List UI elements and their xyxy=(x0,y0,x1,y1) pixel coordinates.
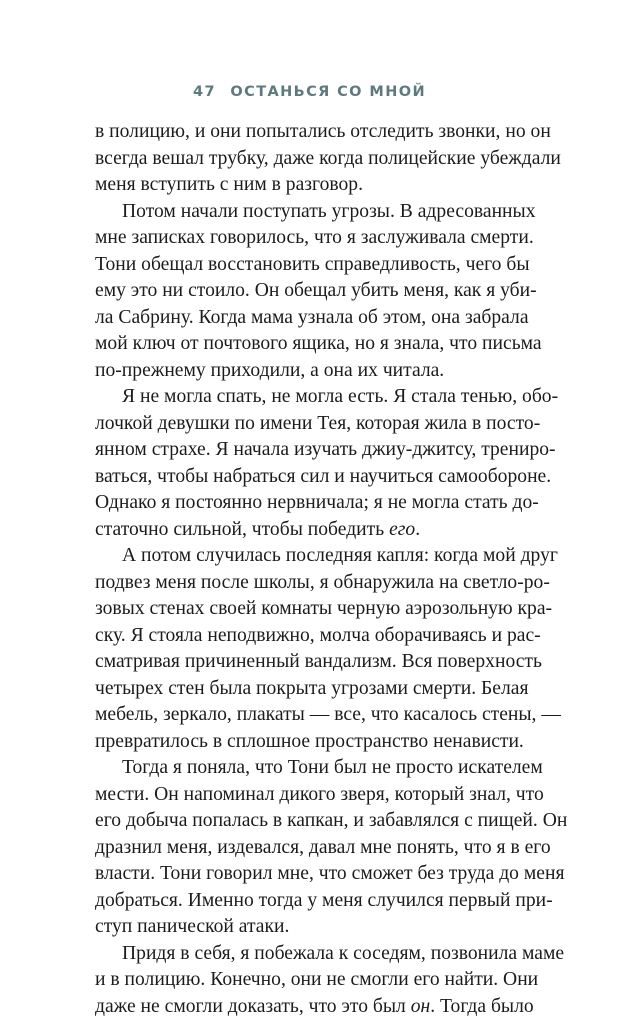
text-line: мне записках говорилось, что я заслуживала смерти. xyxy=(95,225,525,252)
text-line: и в полицию. Конечно, они не смогли его найти. Они xyxy=(95,967,525,994)
text-line: Тогда я поняла, что Тони был не просто искателем xyxy=(95,755,525,782)
paragraph xyxy=(95,199,525,385)
text-line: лочкой девушки по имени Тея, которая жила в посто- xyxy=(95,411,525,438)
paragraph xyxy=(95,119,525,199)
paragraph xyxy=(95,384,525,543)
text-line: его добыча попалась в капкан, и забавлялся с пищей. Он xyxy=(95,808,525,835)
text-line: ла Сабрину. Когда мама узнала об этом, она забрала xyxy=(95,305,525,332)
text-line: превратилось в сплошное пространство ненависти. xyxy=(95,729,525,756)
text-line: А потом случилась последняя капля: когда мой друг xyxy=(95,543,525,570)
text-line: Однако я постоянно нервничала; я не могла стать до- xyxy=(95,490,525,517)
text-line: мести. Он напоминал дикого зверя, который знал, что xyxy=(95,782,525,809)
text-line: власти. Тони говорил мне, что сможет без труда до меня xyxy=(95,861,525,888)
text-line: ваться, чтобы набраться сил и научиться самообороне. xyxy=(95,464,525,491)
emphasized-word: он xyxy=(411,996,431,1017)
text-line: Я не могла спать, не могла есть. Я стала тенью, обо- xyxy=(95,384,525,411)
text-line xyxy=(95,517,525,544)
running-head xyxy=(0,84,619,100)
text-line: ску. Я стояла неподвижно, молча оборачиваясь и рас- xyxy=(95,623,525,650)
text-segment: . xyxy=(415,519,420,540)
text-line: сматривая причиненный вандализм. Вся поверхность xyxy=(95,649,525,676)
text-line: меня вступить с ним в разговор. xyxy=(95,172,525,199)
text-line: Придя в себя, я побежала к соседям, позвонила маме xyxy=(95,941,525,968)
text-line: добраться. Именно тогда у меня случился первый при- xyxy=(95,888,525,915)
text-line: в полицию, и они попытались отследить звонки, но он xyxy=(95,119,525,146)
body-text xyxy=(95,119,525,1020)
text-line: янном страхе. Я начала изучать джиу-джитсу, трениро- xyxy=(95,437,525,464)
book-title: ОСТАНЬСЯ СО МНОЙ xyxy=(230,84,426,100)
text-segment: статочно сильной, чтобы победить xyxy=(95,519,384,540)
text-segment: даже не смогли доказать, что это был xyxy=(95,996,406,1017)
paragraph xyxy=(95,543,525,755)
paragraph xyxy=(95,941,525,1020)
text-line: всегда вешал трубку, даже когда полицейские убеждали xyxy=(95,146,525,173)
text-line: зовых стенах своей комнаты черную аэрозольную кра- xyxy=(95,596,525,623)
text-line: подвез меня после школы, я обнаружила на светло-ро- xyxy=(95,570,525,597)
text-line: Тони обещал восстановить справедливость, чего бы xyxy=(95,252,525,279)
text-line: мой ключ от почтового ящика, но я знала, что письма xyxy=(95,331,525,358)
text-line: мебель, зеркало, плакаты — все, что касалось стены, — xyxy=(95,702,525,729)
text-line: по-прежнему приходили, а она их читала. xyxy=(95,358,525,385)
text-line: Потом начали поступать угрозы. В адресованных xyxy=(95,199,525,226)
text-line xyxy=(95,994,525,1020)
text-line: дразнил меня, издевался, давал мне понять, что я в его xyxy=(95,835,525,862)
page-number: 47 xyxy=(193,84,216,100)
text-line: ему это ни стоило. Он обещал убить меня, как я уби- xyxy=(95,278,525,305)
text-segment: . Тогда было xyxy=(430,996,533,1017)
text-line: ступ панической атаки. xyxy=(95,914,525,941)
paragraph xyxy=(95,755,525,941)
text-line: четырех стен была покрыта угрозами смерти. Белая xyxy=(95,676,525,703)
emphasized-word: его xyxy=(389,519,415,540)
